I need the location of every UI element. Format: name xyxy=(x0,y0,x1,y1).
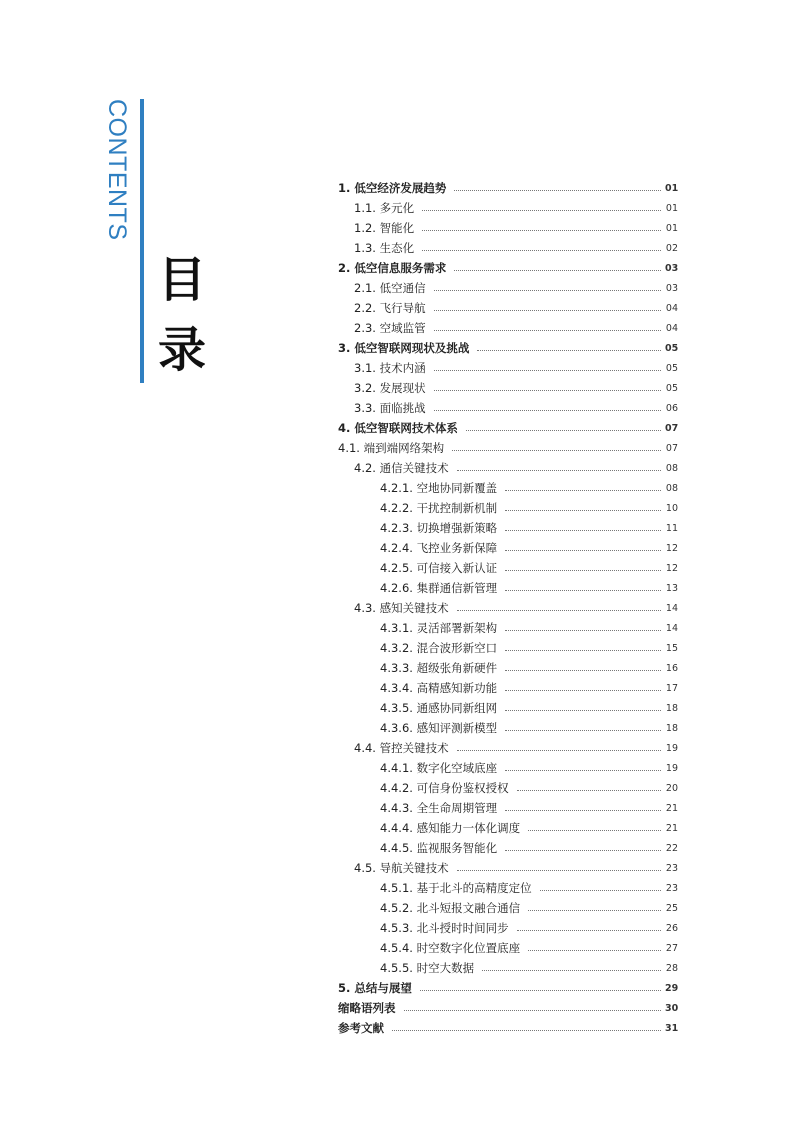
toc-leader-dots xyxy=(505,670,661,671)
toc-entry[interactable] xyxy=(380,658,678,678)
toc-entry-title: 4.4.1. 数字化空域底座 xyxy=(380,761,498,775)
toc-entry-page: 26 xyxy=(665,922,678,934)
toc-entry-page: 11 xyxy=(665,522,678,534)
toc-entry-page: 06 xyxy=(665,402,678,414)
toc-leader-dots xyxy=(457,610,661,611)
toc-entry-title: 1.2. 智能化 xyxy=(354,221,415,235)
toc-entry-page: 21 xyxy=(665,802,678,814)
toc-leader-dots xyxy=(422,230,661,231)
toc-entry[interactable] xyxy=(338,258,678,278)
toc-entry-title: 参考文献 xyxy=(338,1021,384,1035)
toc-entry[interactable] xyxy=(380,538,678,558)
toc-entry-page: 21 xyxy=(665,822,678,834)
toc-entry[interactable] xyxy=(338,178,678,198)
toc-leader-dots xyxy=(434,310,661,311)
toc-leader-dots xyxy=(434,410,661,411)
toc-entry-page: 14 xyxy=(665,602,678,614)
toc-entry-page: 18 xyxy=(665,702,678,714)
toc-entry-page: 17 xyxy=(665,682,678,694)
toc-entry[interactable] xyxy=(380,818,678,838)
toc-entry-page: 19 xyxy=(665,742,678,754)
toc-entry-title: 2.2. 飞行导航 xyxy=(354,301,426,315)
toc-entry-page: 03 xyxy=(665,262,679,274)
toc-entry-page: 14 xyxy=(665,622,678,634)
toc-entry[interactable] xyxy=(338,338,678,358)
toc-entry-title: 1.1. 多元化 xyxy=(354,201,415,215)
toc-entry[interactable] xyxy=(380,638,678,658)
toc-entry-page: 30 xyxy=(665,1002,679,1014)
toc-entry[interactable] xyxy=(380,798,678,818)
toc-entry-title: 4.4.2. 可信身份鉴权授权 xyxy=(380,781,509,795)
toc-entry-title: 4.2.2. 干扰控制新机制 xyxy=(380,501,498,515)
toc-leader-dots xyxy=(457,870,661,871)
toc-entry-page: 05 xyxy=(665,342,679,354)
toc-entry-title: 4.2.1. 空地协同新覆盖 xyxy=(380,481,498,495)
toc-entry[interactable] xyxy=(380,718,678,738)
toc-entry-title: 4.2.6. 集群通信新管理 xyxy=(380,581,498,595)
toc-leader-dots xyxy=(505,530,661,531)
toc-entry[interactable] xyxy=(380,878,678,898)
toc-entry-title: 4.4.3. 全生命周期管理 xyxy=(380,801,498,815)
toc-entry-title: 4.3.2. 混合波形新空口 xyxy=(380,641,498,655)
toc-entry-page: 04 xyxy=(665,322,678,334)
toc-entry[interactable] xyxy=(380,778,678,798)
toc-entry-title: 4.4.5. 监视服务智能化 xyxy=(380,841,498,855)
toc-leader-dots xyxy=(422,250,661,251)
toc-entry-page: 27 xyxy=(665,942,678,954)
toc-entry[interactable] xyxy=(380,578,678,598)
toc-entry-title: 4.5.5. 时空大数据 xyxy=(380,961,475,975)
toc-entry-title: 4.5. 导航关键技术 xyxy=(354,861,449,875)
toc-entry-title: 4. 低空智联网技术体系 xyxy=(338,421,458,435)
toc-entry-page: 25 xyxy=(665,902,678,914)
toc-entry-title: 4.5.4. 时空数字化位置底座 xyxy=(380,941,521,955)
toc-entry[interactable] xyxy=(354,278,678,298)
toc-entry-page: 28 xyxy=(665,962,678,974)
toc-leader-dots xyxy=(505,570,661,571)
toc-entry[interactable] xyxy=(354,238,678,258)
toc-entry-page: 07 xyxy=(665,422,679,434)
toc-entry-title: 4.1. 端到端网络架构 xyxy=(338,441,445,455)
toc-entry-title: 4.3.1. 灵活部署新架构 xyxy=(380,621,498,635)
toc-entry[interactable] xyxy=(380,698,678,718)
toc-entry-page: 23 xyxy=(665,882,678,894)
toc-leader-dots xyxy=(457,470,661,471)
toc-entry-page: 23 xyxy=(665,862,678,874)
toc-entry-page: 03 xyxy=(665,282,678,294)
toc-entry[interactable] xyxy=(354,378,678,398)
toc-entry[interactable] xyxy=(354,358,678,378)
toc-entry[interactable] xyxy=(338,418,678,438)
toc-entry-page: 01 xyxy=(665,182,679,194)
toc-entry-title: 4.3.3. 超级张角新硬件 xyxy=(380,661,498,675)
toc-entry-title: 4.2.4. 飞控业务新保障 xyxy=(380,541,498,555)
toc-leader-dots xyxy=(505,590,661,591)
toc-entry-page: 12 xyxy=(665,562,678,574)
page-title-char-1: 目 xyxy=(158,252,207,308)
toc-entry-title: 缩略语列表 xyxy=(338,1001,396,1015)
toc-entry-title: 3.2. 发展现状 xyxy=(354,381,426,395)
toc-leader-dots xyxy=(505,810,661,811)
toc-entry-title: 4.2.5. 可信接入新认证 xyxy=(380,561,498,575)
toc-entry[interactable] xyxy=(338,438,678,458)
page-title-char-2: 录 xyxy=(158,322,207,378)
toc-leader-dots xyxy=(452,450,661,451)
toc-entry[interactable] xyxy=(380,678,678,698)
toc-entry-title: 2.1. 低空通信 xyxy=(354,281,426,295)
toc-leader-dots xyxy=(404,1010,662,1011)
toc-entry-page: 12 xyxy=(665,542,678,554)
toc-entry-title: 5. 总结与展望 xyxy=(338,981,412,995)
toc-entry[interactable] xyxy=(380,938,678,958)
toc-entry[interactable] xyxy=(380,498,678,518)
toc-entry-page: 08 xyxy=(665,482,678,494)
toc-leader-dots xyxy=(505,850,661,851)
toc-entry-title: 4.4.4. 感知能力一体化调度 xyxy=(380,821,521,835)
toc-entry-title: 4.5.1. 基于北斗的高精度定位 xyxy=(380,881,532,895)
toc-entry-page: 02 xyxy=(665,242,678,254)
toc-leader-dots xyxy=(422,210,661,211)
toc-entry-title: 4.3.5. 通感协同新组网 xyxy=(380,701,498,715)
toc-leader-dots xyxy=(505,650,661,651)
toc-leader-dots xyxy=(457,750,661,751)
toc-leader-dots xyxy=(505,510,661,511)
toc-leader-dots xyxy=(454,190,661,191)
toc-leader-dots xyxy=(434,330,661,331)
toc-entry-title: 4.2. 通信关键技术 xyxy=(354,461,449,475)
toc-leader-dots xyxy=(392,1030,661,1031)
toc-leader-dots xyxy=(505,630,661,631)
toc-entry[interactable] xyxy=(380,898,678,918)
toc-entry-page: 05 xyxy=(665,382,678,394)
toc-entry-page: 10 xyxy=(665,502,678,514)
toc-entry[interactable] xyxy=(354,218,678,238)
toc-entry-title: 1. 低空经济发展趋势 xyxy=(338,181,447,195)
toc-entry[interactable] xyxy=(338,1018,678,1038)
toc-entry-page: 20 xyxy=(665,782,678,794)
toc-entry-page: 31 xyxy=(665,1022,679,1034)
toc-leader-dots xyxy=(505,730,661,731)
toc-leader-dots xyxy=(434,390,661,391)
toc-entry[interactable] xyxy=(354,298,678,318)
toc-entry-title: 2.3. 空域监管 xyxy=(354,321,426,335)
toc-entry-title: 4.3.4. 高精感知新功能 xyxy=(380,681,498,695)
toc-leader-dots xyxy=(434,370,661,371)
toc-entry-page: 04 xyxy=(665,302,678,314)
toc-leader-dots xyxy=(477,350,661,351)
toc-entry[interactable] xyxy=(338,978,678,998)
toc-entry-title: 2. 低空信息服务需求 xyxy=(338,261,447,275)
contents-label: CONTENTS xyxy=(103,99,131,241)
toc-leader-dots xyxy=(466,430,661,431)
toc-entry[interactable] xyxy=(380,758,678,778)
toc-leader-dots xyxy=(540,890,661,891)
toc-leader-dots xyxy=(505,770,661,771)
toc-entry-page: 15 xyxy=(665,642,678,654)
toc-entry-page: 29 xyxy=(665,982,679,994)
toc-entry-page: 08 xyxy=(665,462,678,474)
toc-leader-dots xyxy=(482,970,661,971)
toc-entry[interactable] xyxy=(354,738,678,758)
toc-entry-title: 3.1. 技术内涵 xyxy=(354,361,426,375)
toc-leader-dots xyxy=(420,990,661,991)
toc-entry[interactable] xyxy=(354,198,678,218)
toc-entry-page: 01 xyxy=(665,222,678,234)
toc-leader-dots xyxy=(434,290,661,291)
toc-entry-title: 4.3.6. 感知评测新模型 xyxy=(380,721,498,735)
toc-entry[interactable] xyxy=(380,478,678,498)
toc-entry-page: 22 xyxy=(665,842,678,854)
toc-entry-title: 4.4. 管控关键技术 xyxy=(354,741,449,755)
toc-leader-dots xyxy=(528,910,661,911)
toc-entry-title: 3.3. 面临挑战 xyxy=(354,401,426,415)
toc-entry[interactable] xyxy=(354,318,678,338)
toc-entry-title: 4.3. 感知关键技术 xyxy=(354,601,449,615)
toc-leader-dots xyxy=(517,790,661,791)
toc-leader-dots xyxy=(528,950,661,951)
toc-entry[interactable] xyxy=(354,458,678,478)
toc-entry[interactable] xyxy=(380,958,678,978)
toc-entry-page: 19 xyxy=(665,762,678,774)
toc-entry-page: 13 xyxy=(665,582,678,594)
toc-leader-dots xyxy=(517,930,661,931)
toc-entry-page: 05 xyxy=(665,362,678,374)
toc-entry-page: 18 xyxy=(665,722,678,734)
toc-leader-dots xyxy=(505,710,661,711)
toc-entry[interactable] xyxy=(380,558,678,578)
toc-entry-title: 1.3. 生态化 xyxy=(354,241,415,255)
toc-leader-dots xyxy=(505,490,661,491)
toc-entry[interactable] xyxy=(354,858,678,878)
toc-entry[interactable] xyxy=(380,838,678,858)
toc-leader-dots xyxy=(454,270,661,271)
toc-entry[interactable] xyxy=(338,998,678,1018)
toc-entry[interactable] xyxy=(354,398,678,418)
toc-leader-dots xyxy=(505,550,661,551)
toc-entry-page: 16 xyxy=(665,662,678,674)
toc-leader-dots xyxy=(505,690,661,691)
toc-entry-page: 01 xyxy=(665,202,678,214)
toc-entry[interactable] xyxy=(380,918,678,938)
toc-entry[interactable] xyxy=(380,618,678,638)
toc-entry-title: 3. 低空智联网现状及挑战 xyxy=(338,341,470,355)
toc-entry[interactable] xyxy=(354,598,678,618)
toc-leader-dots xyxy=(528,830,661,831)
toc-entry-title: 4.2.3. 切换增强新策略 xyxy=(380,521,498,535)
toc-entry-title: 4.5.3. 北斗授时时间同步 xyxy=(380,921,509,935)
toc-entry-page: 07 xyxy=(665,442,678,454)
toc-entry-title: 4.5.2. 北斗短报文融合通信 xyxy=(380,901,521,915)
toc-entry[interactable] xyxy=(380,518,678,538)
